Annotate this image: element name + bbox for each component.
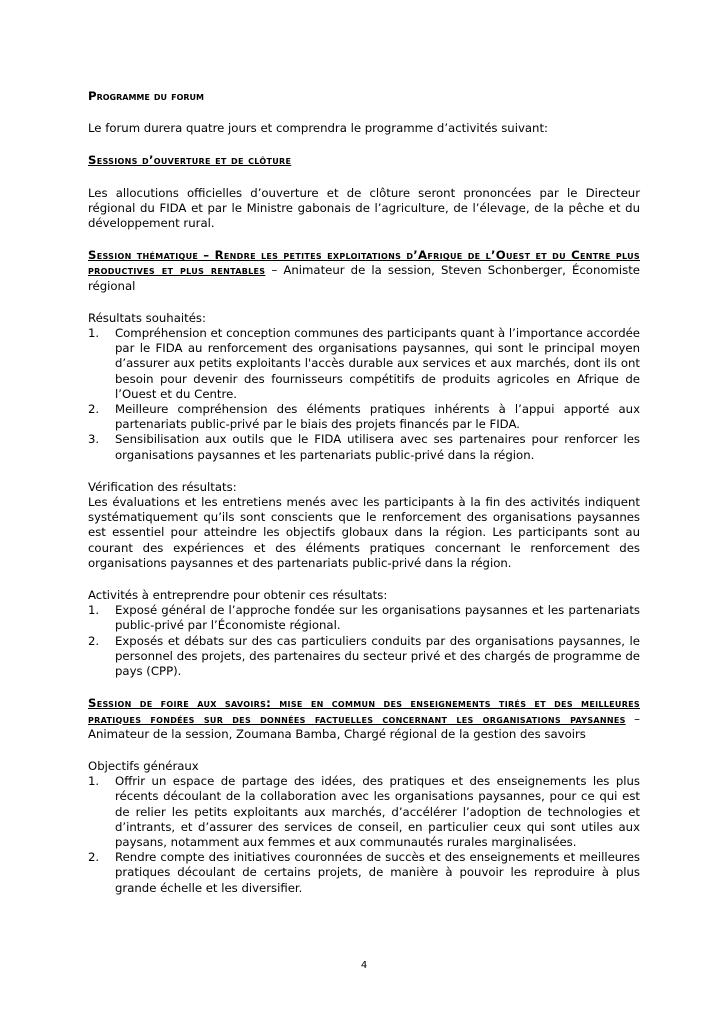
document-body: [88, 89, 640, 896]
section-opening-closing-text: Les allocutions officielles d’ouverture et de clôture seront prononcées par le Directeur régional du FIDA et par le Ministre gabonais de l’agriculture, de l’élevage, de la pêche et du développement rural.: [88, 185, 640, 231]
activities-list: [88, 603, 640, 679]
objectives-label: Objectifs généraux: [88, 758, 199, 773]
section-opening-closing-heading: Sessions d’ouverture et de clôture: [88, 153, 292, 168]
list-item: 1. Exposé général de l’approche fondée sur les organisations paysannes et les partenariats public-privé par l’Économiste régional.: [88, 603, 640, 633]
verification-label: Vérification des résultats:: [88, 479, 237, 494]
results-list: [88, 326, 640, 463]
page-number: 4: [360, 960, 368, 971]
results-label: Résultats souhaités:: [88, 310, 206, 325]
activities-label: Activités à entreprendre pour obtenir ces résultats:: [88, 588, 388, 603]
list-item: 2. Meilleure compréhension des éléments pratiques inhérents à l’appui apporté aux partenariats public-privé par le biais des projets financés par le FIDA.: [88, 402, 640, 432]
intro-paragraph: Le forum durera quatre jours et comprendra le programme d’activités suivant:: [88, 121, 548, 136]
list-item: 1. Offrir un espace de partage des idées, des pratiques et des enseignements les plus récents découlant de la collaboration avec les organisations paysannes, pour ce qui est de relier les petits exploitants aux marchés, d’accélérer l’adoption de technologies et d’intrants, et d’assurer des services de conseil, en particulier ceux qui sont utiles aux paysans, notamment aux femmes et aux communautés rurales marginalisées.: [88, 774, 640, 849]
list-item: 2. Exposés et débats sur des cas particuliers conduits par des organisations paysannes, le personnel des projets, des partenaires du secteur privé et des chargés de programme de pays (CPP).: [88, 633, 640, 679]
programme-title: Programme du forum: [88, 89, 204, 103]
objectives-list: [88, 774, 640, 896]
list-item: 2. Rendre compte des initiatives couronnées de succès et des enseignements et meilleures pratiques découlant de certains projets, de manière à pouvoir les reproduire à plus grande échelle et les diversifier.: [88, 850, 640, 895]
list-item: 3. Sensibilisation aux outils que le FIDA utilisera avec ses partenaires pour renforcer les organisations paysannes et les partenariats public-privé dans la région.: [88, 432, 640, 462]
knowledge-fair-heading: Session de foire aux savoirs: mise en commun des enseignements tirés et des meilleures pratiques fondées sur des données factuelles concernant les organisations paysannes – Animateur de la session, Zoumana Bamba, Chargé régional de la gestion des savoirs: [88, 696, 641, 741]
verification-text: Les évaluations et les entretiens menés avec les participants à la fin des activités indiquent systématiquement qu’ils sont conscients que le renforcement des organisations paysannes est essentiel pour atteindre les objectifs globaux dans la région. Les participants sont au courant des expériences et des éléments pratiques concernant le renforcement des organisations paysannes et des partenariats public-privé dans la région.: [88, 495, 640, 570]
list-item: 1. Compréhension et conception communes des participants quant à l’importance accordée par le FIDA au renforcement des organisations paysannes, qui sont le principal moyen d’assurer aux petits exploitants l'accès durable aux services et aux marchés, dont ils ont besoin pour devenir des fournisseurs compétitifs de produits agricoles en Afrique de l’Ouest et du Centre.: [88, 326, 640, 401]
thematic-session-heading: Session thématique – Rendre les petites exploitations d’Afrique de l’Ouest et du Centre plus productives et plus rentables – Animateur de la session, Steven Schonberger, Économiste régional: [88, 248, 640, 293]
